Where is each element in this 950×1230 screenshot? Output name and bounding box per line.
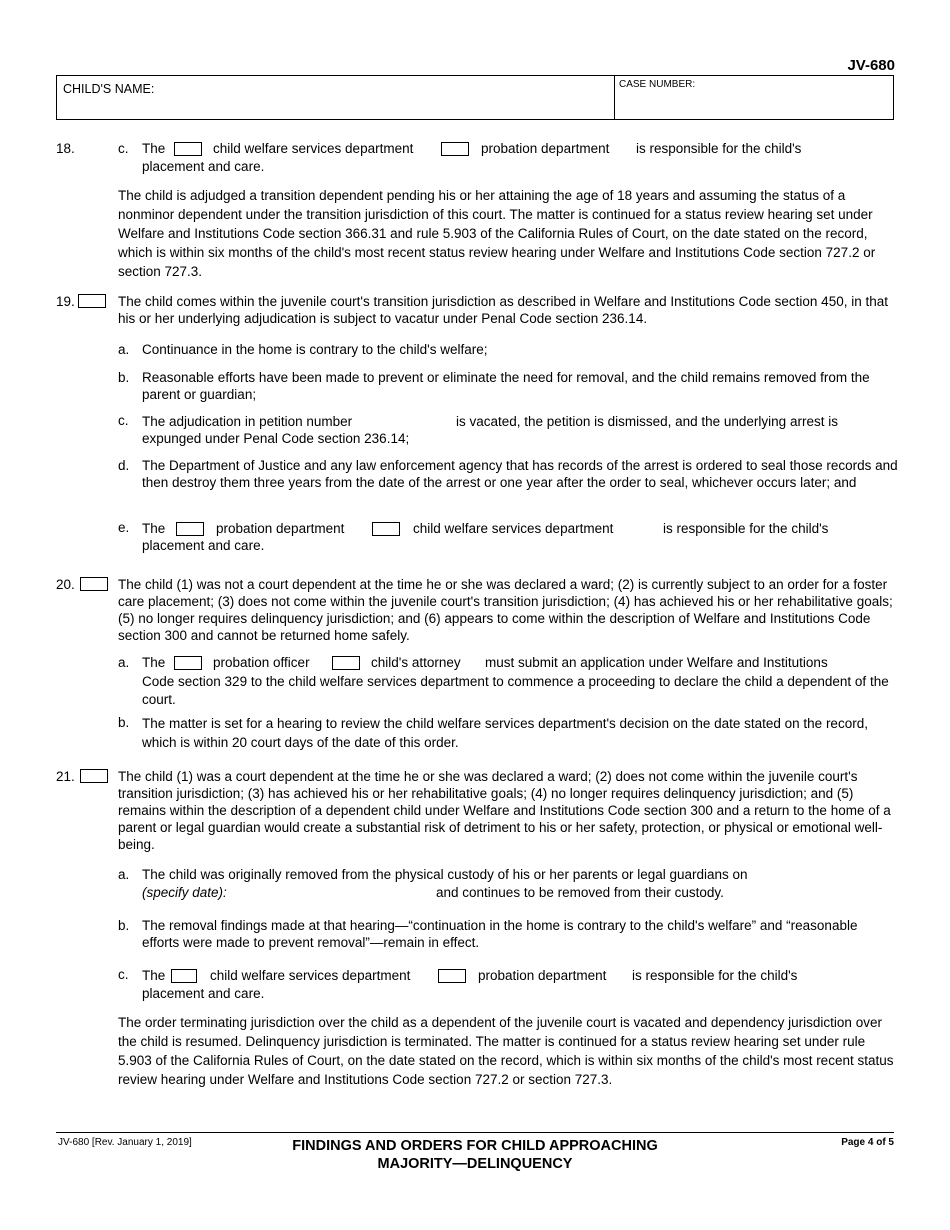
item-21a-specify-date-label: (specify date):	[142, 885, 227, 900]
item-21c-end: is responsible for the child's	[632, 968, 798, 983]
item-18c-end: is responsible for the child's	[636, 141, 802, 156]
item-19d-letter: d.	[118, 458, 130, 473]
item-19c-line2: expunged under Penal Code section 236.14;	[142, 431, 410, 446]
item-19b-letter: b.	[118, 370, 130, 385]
item-20-checkbox[interactable]	[80, 577, 108, 591]
item-21-number: 21.	[56, 769, 75, 784]
item-18c-letter: c.	[118, 141, 129, 156]
item-18-number: 18.	[56, 141, 75, 156]
item-21c-the: The	[142, 968, 166, 983]
item-20a-the: The	[142, 655, 166, 670]
item-19c-letter: c.	[118, 413, 129, 428]
item-19e-option-probation: probation department	[216, 521, 345, 536]
item-19e-line2: placement and care.	[142, 538, 265, 553]
footer-revision: JV-680 [Rev. January 1, 2019]	[58, 1137, 192, 1148]
footer-title-line1: FINDINGS AND ORDERS FOR CHILD APPROACHING	[292, 1138, 658, 1154]
item-21c-checkbox-probation[interactable]	[438, 969, 466, 983]
item-21c-letter: c.	[118, 967, 129, 982]
item-21c-checkbox-cws[interactable]	[171, 969, 197, 983]
item-20-intro: The child (1) was not a court dependent at the time he or she was declared a ward; (2) is currently subject to an order for a foster care placement; (3) does not come within the juvenile court's transition jurisdiction; (4) has achieved his or her rehabilitative goals; (5) no longer requires delinquency jurisdiction; and (6) appears to come within the description of Welfare and Institutions Code section 300 and cannot be returned home safely.	[118, 577, 893, 643]
item-21c-option-cws: child welfare services department	[210, 968, 411, 983]
item-18-paragraph: The child is adjudged a transition dependent pending his or her attaining the age of 18 years and assuming the status of a nonminor dependent under the transition jurisdiction of this court. The matter is continued for a status review hearing set under Welfare and Institutions Code section 366.31 and rule 5.903 of the California Rules of Court, on the date stated on the record, which is within six months of the child's most recent status review hearing under Welfare and Institutions Code section 727.2 or section 727.3.	[118, 188, 876, 279]
item-18c-checkbox-probation[interactable]	[441, 142, 469, 156]
item-20b-letter: b.	[118, 715, 130, 730]
item-19c-text2: is vacated, the petition is dismissed, and the underlying arrest is	[456, 414, 838, 429]
item-21-paragraph: The order terminating jurisdiction over the child as a dependent of the juvenile court is vacated and dependency jurisdiction over the child is resumed. Delinquency jurisdiction is terminated. The matter is continued for a status review hearing set under rule 5.903 of the California Rules of Court, on the date stated on the record, which is within six months of the child's most recent status review hearing under Welfare and Institutions Code section 727.2 or section 727.3.	[118, 1015, 894, 1087]
case-number-label: CASE NUMBER:	[619, 79, 696, 90]
item-19c-text1: The adjudication in petition number	[142, 414, 353, 429]
item-20a-letter: a.	[118, 655, 130, 670]
caption-box	[56, 75, 894, 120]
item-20a-rest: Code section 329 to the child welfare services department to commence a proceeding to declare the child a dependent of the court.	[142, 674, 889, 707]
item-18c-option-cws: child welfare services department	[213, 141, 414, 156]
item-21b-text: The removal findings made at that hearing—“continuation in the home is contrary to the child's welfare” and “reasonable efforts were made to prevent removal”—remain in effect.	[142, 918, 858, 950]
item-21a-text: The child was originally removed from the physical custody of his or her parents or legal guardians on	[142, 867, 748, 882]
footer-title-line2: MAJORITY—DELINQUENCY	[377, 1156, 573, 1172]
item-21-intro: The child (1) was a court dependent at the time he or she was declared a ward; (2) does not come within the juvenile court's transition jurisdiction; (3) has achieved his or her rehabilitative goals; (4) no longer requires delinquency jurisdiction; and (5) remains within the description of a dependent child under Welfare and Institutions Code section 300 and a return to the home of a parent or legal guardian would create a substantial risk of detriment to his or her safety, protection, or physical or emotional well-being.	[118, 769, 891, 852]
caption-divider	[614, 76, 615, 119]
item-18c-option-probation: probation department	[481, 141, 610, 156]
form-number: JV-680	[847, 57, 895, 74]
item-21a-end: and continues to be removed from their custody.	[436, 885, 724, 900]
item-20a-checkbox-probation-officer[interactable]	[174, 656, 202, 670]
item-20a-option-probation-officer: probation officer	[213, 655, 310, 670]
item-19e-letter: e.	[118, 520, 130, 535]
item-18c-line2: placement and care.	[142, 159, 265, 174]
item-18c-checkbox-cws[interactable]	[174, 142, 202, 156]
item-19e-checkbox-probation[interactable]	[176, 522, 204, 536]
item-19a-text: Continuance in the home is contrary to the child's welfare;	[142, 342, 488, 357]
item-21-checkbox[interactable]	[80, 769, 108, 783]
item-21c-option-probation: probation department	[478, 968, 607, 983]
item-19b-text: Reasonable efforts have been made to prevent or eliminate the need for removal, and the child remains removed from the parent or guardian;	[142, 370, 870, 402]
item-19-intro: The child comes within the juvenile court's transition jurisdiction as described in Welfare and Institutions Code section 450, in that his or her underlying adjudication is subject to vacatur under Penal Code section 236.14.	[118, 294, 888, 326]
item-19-checkbox[interactable]	[78, 294, 106, 308]
item-19e-end: is responsible for the child's	[663, 521, 829, 536]
item-21a-letter: a.	[118, 867, 130, 882]
item-20a-end: must submit an application under Welfare and Institutions	[485, 655, 828, 670]
item-19d-text: The Department of Justice and any law enforcement agency that has records of the arrest is ordered to seal those records and then destroy them three years from the date of the arrest or one year after the order to seal, whichever occurs later; and	[142, 458, 898, 490]
item-19e-option-cws: child welfare services department	[413, 521, 614, 536]
footer-rule	[56, 1132, 894, 1133]
item-18c-the: The	[142, 141, 166, 156]
item-19a-letter: a.	[118, 342, 130, 357]
item-19-number: 19.	[56, 294, 75, 309]
item-20b-text: The matter is set for a hearing to review the child welfare services department's decision on the date stated on the record, which is within 20 court days of the date of this order.	[142, 716, 868, 750]
footer-page-number: Page 4 of 5	[841, 1137, 894, 1148]
footer-title	[0, 1137, 950, 1173]
item-19e-checkbox-cws[interactable]	[372, 522, 400, 536]
item-19e-the: The	[142, 521, 166, 536]
item-20a-checkbox-childs-attorney[interactable]	[332, 656, 360, 670]
item-20-number: 20.	[56, 577, 75, 592]
childs-name-label: CHILD'S NAME:	[63, 82, 155, 96]
item-20a-option-childs-attorney: child's attorney	[371, 655, 461, 670]
item-21b-letter: b.	[118, 918, 130, 933]
item-21c-line2: placement and care.	[142, 986, 265, 1001]
